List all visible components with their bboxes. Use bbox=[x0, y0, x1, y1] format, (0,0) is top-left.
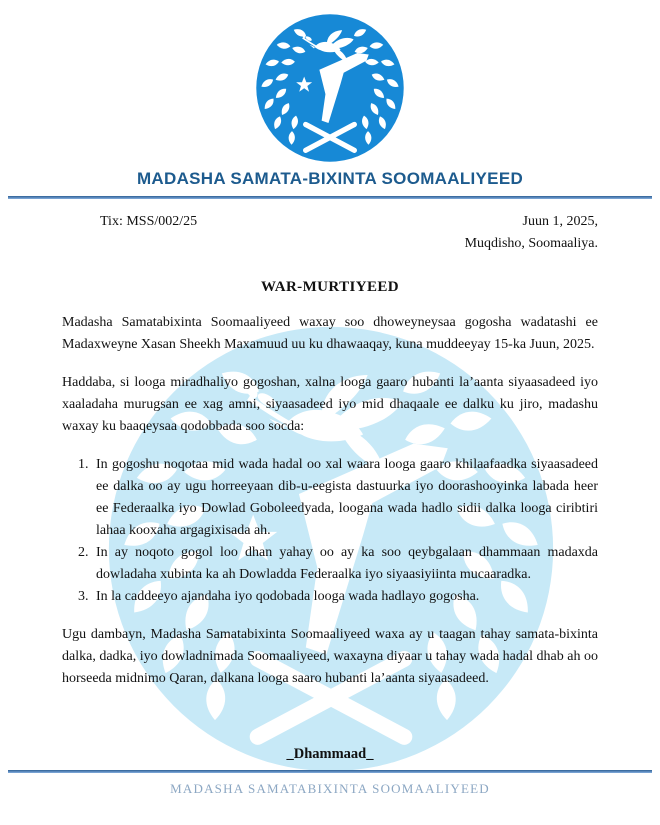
meta-row bbox=[62, 211, 598, 255]
letterhead bbox=[62, 12, 598, 199]
paragraph-closing: Ugu dambayn, Madasha Samatabixinta Soomaaliyeed waxa ay u taagan tahay samata-bixinta dalka, dadka, iyo dowladnimada Soomaaliyeed, waxayna diyaar u tahay wada hadal dhab ah oo horseeda midnimo Qaran, dalkana looga saaro hubanti la’aanta siyaasadeed. bbox=[62, 627, 598, 686]
header-divider bbox=[8, 196, 652, 199]
paragraph-intro: Madasha Samatabixinta Soomaaliyeed waxay soo dhoweyneysaa gogosha wadatashi ee Madaxweyne Xasan Sheekh Maxamuud uu ku dhawaaqay, kuna muddeeyay 15-ka Juun, 2025. bbox=[62, 315, 598, 352]
list-item-1: 1. In gogoshu noqotaa mid wada hadal oo xal waara looga gaaro khilaafaadka siyaasadeed ee dalka oo ay ugu horreeyaan dib-u-eegista dastuurka iyo doorashooyinka labada heer ee Federaalka iyo Dowlad Goboleedyada, loogana wada hadlo sidii dalka looga ciribtiri lahaa kooxaha argagixisada ah. bbox=[92, 454, 598, 542]
date: Juun 1, 2025, bbox=[522, 214, 598, 229]
date-place bbox=[465, 211, 598, 255]
place: Muqdisho, Soomaaliya. bbox=[464, 236, 598, 251]
org-name: MADASHA SAMATA-BIXINTA SOOMAALIYEED bbox=[136, 169, 524, 188]
page-footer bbox=[0, 770, 660, 825]
list-item-2: 2. In ay noqoto gogol loo dhan yahay oo ay ka soo qeybgalaan dhammaan madaxda dowladaha xubinta ka ah Dowladda Federaalka iyo siyaasiyiinta mucaaradka. bbox=[92, 542, 598, 586]
org-emblem-icon bbox=[254, 12, 406, 164]
resolution-list bbox=[62, 454, 598, 608]
document-title: WAR-MURTIYEED bbox=[260, 279, 399, 295]
footer-divider bbox=[8, 770, 652, 773]
list-item-3: 3. In la caddeeyo ajandaha iyo qodobada looga wada hadlayo gogosha. bbox=[92, 586, 598, 608]
paragraph-call: Haddaba, si looga miradhaliyo gogoshan, xalna looga gaaro hubanti la’aanta siyaasadeed iyo xaaladaha murugsan ee xag amni, siyaasadeed iyo mid dhaqaale ee dalku ku jiro, madashu waxay ku baaqeysaa qodobbada soo socda: bbox=[62, 375, 598, 434]
reference-number: Tix: MSS/002/25 bbox=[100, 214, 198, 229]
end-mark: _Dhammaad_ bbox=[286, 746, 374, 762]
footer-org-name: MADASHA SAMATABIXINTA SOOMAALIYEED bbox=[170, 781, 490, 796]
